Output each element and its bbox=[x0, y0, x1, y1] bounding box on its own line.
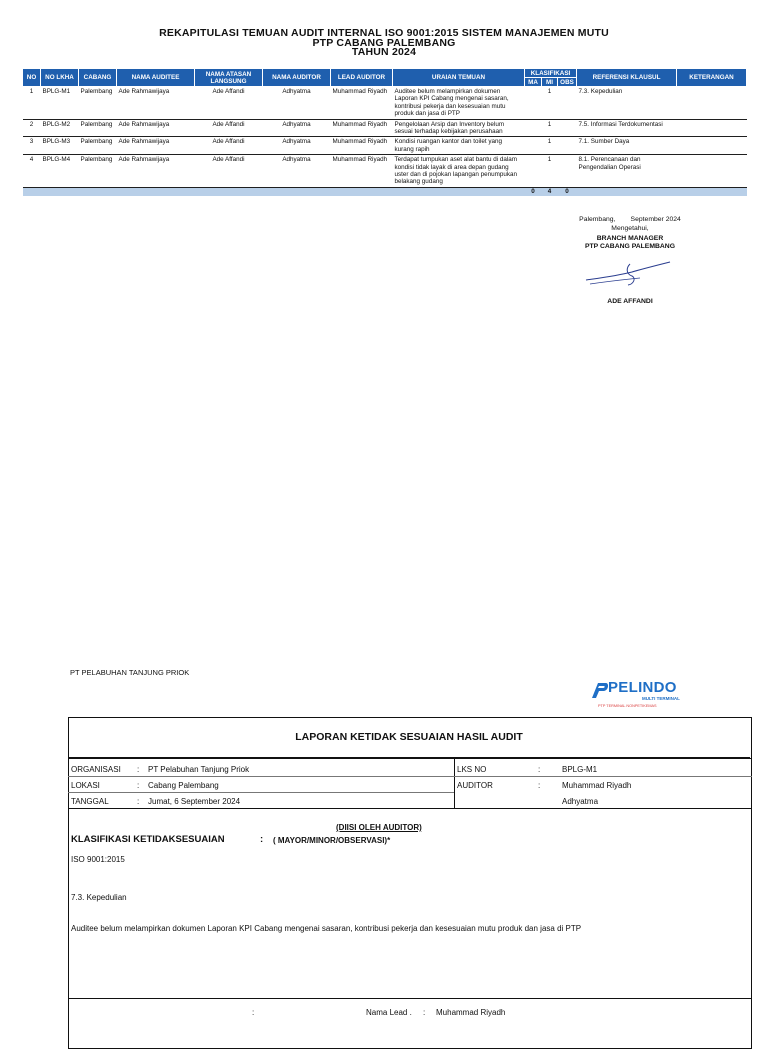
diisi-oleh-auditor: (DIISI OLEH AUDITOR) bbox=[336, 823, 422, 832]
lokasi-value: Cabang Palembang bbox=[148, 781, 219, 790]
auditor-label: AUDITOR bbox=[457, 781, 493, 790]
signature-name: ADE AFFANDI bbox=[607, 298, 653, 305]
signature-org: PTP CABANG PALEMBANG bbox=[585, 243, 675, 250]
form-title: LAPORAN KETIDAK SESUAIAN HASIL AUDIT bbox=[68, 717, 750, 758]
finding-text: Auditee belum melampirkan dokumen Laporan KPI Cabang mengenai sasaran, kontribusi pekerja dan kesesuaian mutu produk dan jasa di PTP bbox=[71, 924, 582, 933]
table-row: 3 BPLG-M3 Palembang Ade Rahmawijaya Ade Affandi Adhyatma Muhammad Riyadh Kondisi ruangan kantor dan toilet yang kurang rapih 1 7.1. Sumber Daya bbox=[23, 137, 747, 155]
header-keterangan: KETERANGAN bbox=[677, 69, 747, 87]
header-nama-auditee: NAMA AUDITEE bbox=[117, 69, 195, 87]
header-mi: MI bbox=[542, 78, 558, 87]
header-nama-auditor: NAMA AUDITOR bbox=[263, 69, 331, 87]
header-lead-auditor: LEAD AUDITOR bbox=[331, 69, 393, 87]
header-atasan: NAMA ATASAN LANGSUNG bbox=[195, 69, 263, 87]
tanggal-value: Jumat, 6 September 2024 bbox=[148, 797, 241, 806]
totals-row bbox=[23, 187, 747, 196]
klasifikasi-options: ( MAYOR/MINOR/OBSERVASI)* bbox=[273, 836, 391, 845]
header-no: NO bbox=[23, 69, 41, 87]
pelindo-logo-text: PELINDO bbox=[608, 679, 677, 696]
auditor-value-member: Adhyatma bbox=[562, 797, 599, 806]
signature-scribble bbox=[580, 258, 676, 288]
organisasi-value: PT Pelabuhan Tanjung Priok bbox=[148, 765, 250, 774]
organisasi-label: ORGANISASI bbox=[71, 765, 121, 774]
header-obs: OBS bbox=[558, 78, 577, 87]
header-ma: MA bbox=[525, 78, 542, 87]
nama-lead-value: Muhammad Riyadh bbox=[436, 1008, 506, 1017]
total-ma: 0 bbox=[525, 187, 542, 196]
pelindo-logo bbox=[588, 676, 688, 716]
signature-mengetahui: Mengetahui, bbox=[611, 225, 649, 232]
pelindo-logo-icon bbox=[588, 680, 610, 702]
findings-table bbox=[22, 68, 747, 196]
signature-place-date: Palembang, September 2024 bbox=[579, 216, 681, 223]
header-cabang: CABANG bbox=[79, 69, 117, 87]
header-no-lkha: NO LKHA bbox=[41, 69, 79, 87]
standard-name: ISO 9001:2015 bbox=[71, 855, 125, 864]
signature-role: BRANCH MANAGER bbox=[596, 235, 664, 242]
header-uraian: URAIAN TEMUAN bbox=[393, 69, 525, 87]
report-title: REKAPITULASI TEMUAN AUDIT INTERNAL ISO 9001:2015 SISTEM MANAJEMEN MUTU bbox=[159, 27, 609, 39]
report-subtitle: PTP CABANG PALEMBANG bbox=[312, 37, 456, 49]
company-name: PT PELABUHAN TANJUNG PRIOK bbox=[70, 668, 190, 677]
pelindo-logo-sub: MULTI TERMINAL bbox=[642, 696, 680, 701]
table-row: 2 BPLG-M2 Palembang Ade Rahmawijaya Ade Affandi Adhyatma Muhammad Riyadh Pengelolaan Arsip dan Inventory belum sesuai terhadap kebijakan perusahaan 1 7.5. Informasi Terdokumentasi bbox=[23, 119, 747, 137]
total-mi: 4 bbox=[542, 187, 558, 196]
nama-lead-label: Nama Lead . bbox=[366, 1008, 412, 1017]
klasifikasi-label: KLASIFIKASI KETIDAKSESUAIAN bbox=[71, 834, 225, 845]
tanggal-label: TANGGAL bbox=[71, 797, 109, 806]
header-klasifikasi: KLASIFIKASI bbox=[525, 69, 577, 78]
header-referensi: REFERENSI KLAUSUL bbox=[577, 69, 677, 87]
lokasi-label: LOKASI bbox=[71, 781, 100, 790]
auditor-value-lead: Muhammad Riyadh bbox=[562, 781, 632, 790]
table-row: 1 BPLG-M1 Palembang Ade Rahmawijaya Ade Affandi Adhyatma Muhammad Riyadh Auditee belum melampirkan dokumen Laporan KPI Cabang mengenai sasaran, kontribusi pekerja dan kesesuaian mutu produk dan jasa di PTP 1 7.3. Kepedulian bbox=[23, 87, 747, 120]
pelindo-logo-tag: PTP TERMINAL NONPETIKEMAS bbox=[598, 704, 657, 708]
table-row: 4 BPLG-M4 Palembang Ade Rahmawijaya Ade Affandi Adhyatma Muhammad Riyadh Terdapat tumpukan aset alat bantu di dalam kondisi tidak layak di area depan gudang uster dan di pojokan lapangan penumpukan belakang gudang 1 8.1. Perencanaan dan Pengendalian Operasi bbox=[23, 155, 747, 188]
lks-value: BPLG-M1 bbox=[562, 765, 598, 774]
clause-ref: 7.3. Kepedulian bbox=[71, 893, 127, 902]
report-year: TAHUN 2024 bbox=[351, 46, 417, 58]
lks-label: LKS NO bbox=[457, 765, 487, 774]
total-obs: 0 bbox=[558, 187, 577, 196]
